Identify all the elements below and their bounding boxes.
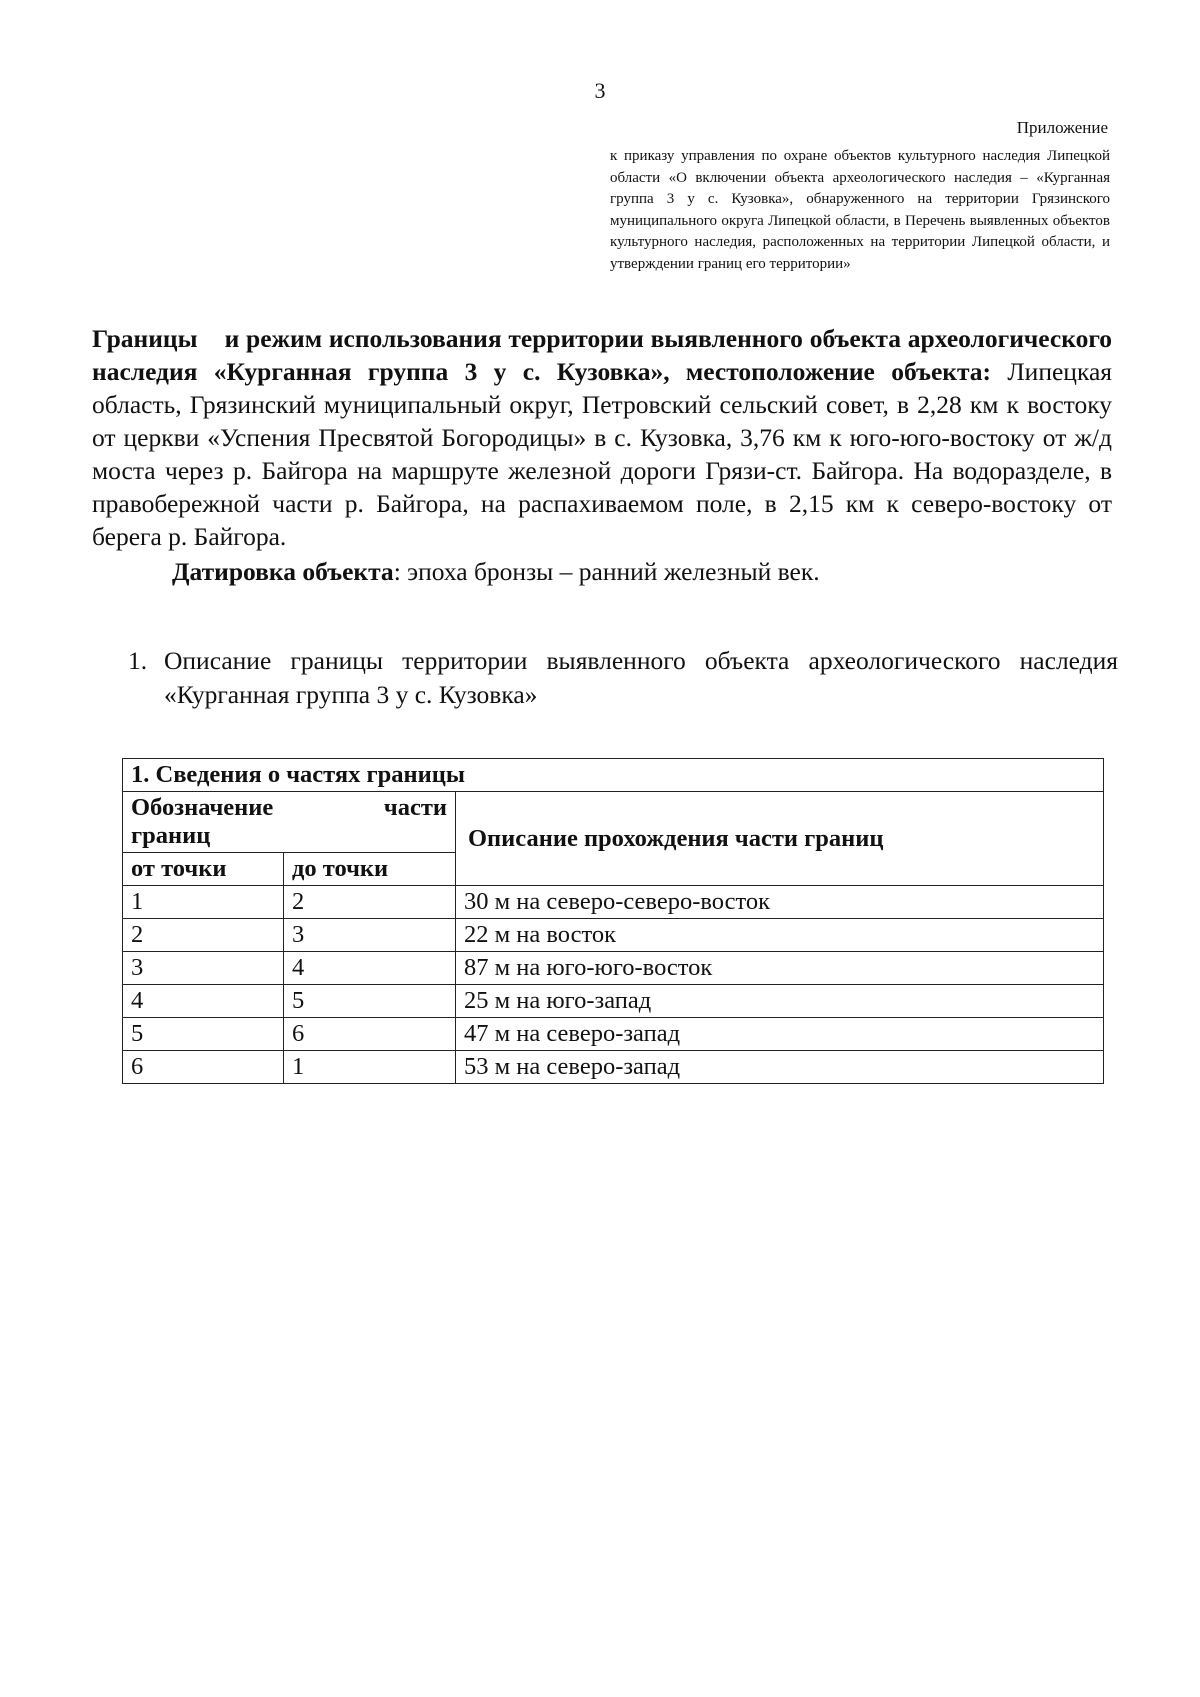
section-number: 1. [128,646,148,675]
cell-from: 2 [123,919,284,952]
table-caption: 1. Сведения о частях границы [123,759,1104,792]
cell-to: 1 [284,1051,456,1084]
dating-label: Датировка объекта [172,557,394,586]
intro-paragraph [92,322,1112,553]
dating-text: : эпоха бронзы – ранний железный век. [393,557,820,586]
header-designation [123,792,456,853]
cell-from: 3 [123,952,284,985]
header-from: от точки [123,853,284,886]
borders-table [122,758,1104,1084]
page-number: 3 [594,78,606,103]
cell-from: 4 [123,985,284,1018]
table-row [123,1051,1104,1084]
cell-description: 47 м на северо-запад [456,1018,1104,1051]
cell-from: 6 [123,1051,284,1084]
cell-description: 53 м на северо-запад [456,1051,1104,1084]
table-row [123,919,1104,952]
header-to: до точки [284,853,456,886]
section-title: Описание границы территории выявленного объекта археологического наследия «Курганная группа 3 у с. Кузовка» [164,646,1118,709]
cell-from: 5 [123,1018,284,1051]
header-designation-word3: границ [131,822,211,849]
section-1 [128,644,1118,712]
heading-rest: и режим использования территории выявленного объекта археологического наследия «Курганная группа 3 у с. Кузовка», местоположение объекта: [92,324,1113,386]
location-text: Липецкая область, Грязинский муниципальный округ, Петровский сельский совет, в 2,28 км к востоку от церкви «Успения Пресвятой Богородицы» в с. Кузовка, 3,76 км к юго-юго-востоку от ж/д моста через р. Байгора на маршруте железной дороги Грязи-ст. Байгора. На водоразделе, в правобережной части р. Байгора, на распахиваемом поле, в 2,15 км к северо-востоку от берега р. Байгора. [92,357,1112,551]
cell-description: 22 м на восток [456,919,1104,952]
cell-from: 1 [123,886,284,919]
table-row [123,952,1104,985]
table-row [123,886,1104,919]
cell-to: 4 [284,952,456,985]
cell-to: 2 [284,886,456,919]
cell-to: 6 [284,1018,456,1051]
header-designation-word1: Обозначение [131,794,274,821]
cell-description: 25 м на юго-запад [456,985,1104,1018]
cell-to: 5 [284,985,456,1018]
appendix-title: Приложение [1016,118,1108,137]
appendix-body: к приказу управления по охране объектов культурного наследия Липецкой области «О включении объекта археологического наследия – «Курганная группа 3 у с. Кузовка», обнаруженного на территории Грязинского муниципального округа Липецкой области, в Перечень выявленных объектов культурного наследия, расположенных на территории Липецкой области, и утверждении границ его территории» [610,148,1110,272]
cell-description: 30 м на северо-северо-восток [456,886,1104,919]
cell-to: 3 [284,919,456,952]
table-row [123,1018,1104,1051]
heading-word-borders: Границы [92,324,198,353]
cell-description: 87 м на юго-юго-восток [456,952,1104,985]
header-designation-word2: части [383,794,447,821]
table-row [123,985,1104,1018]
dating-line [172,555,820,588]
header-description: Описание прохождения части границ [456,792,1104,886]
